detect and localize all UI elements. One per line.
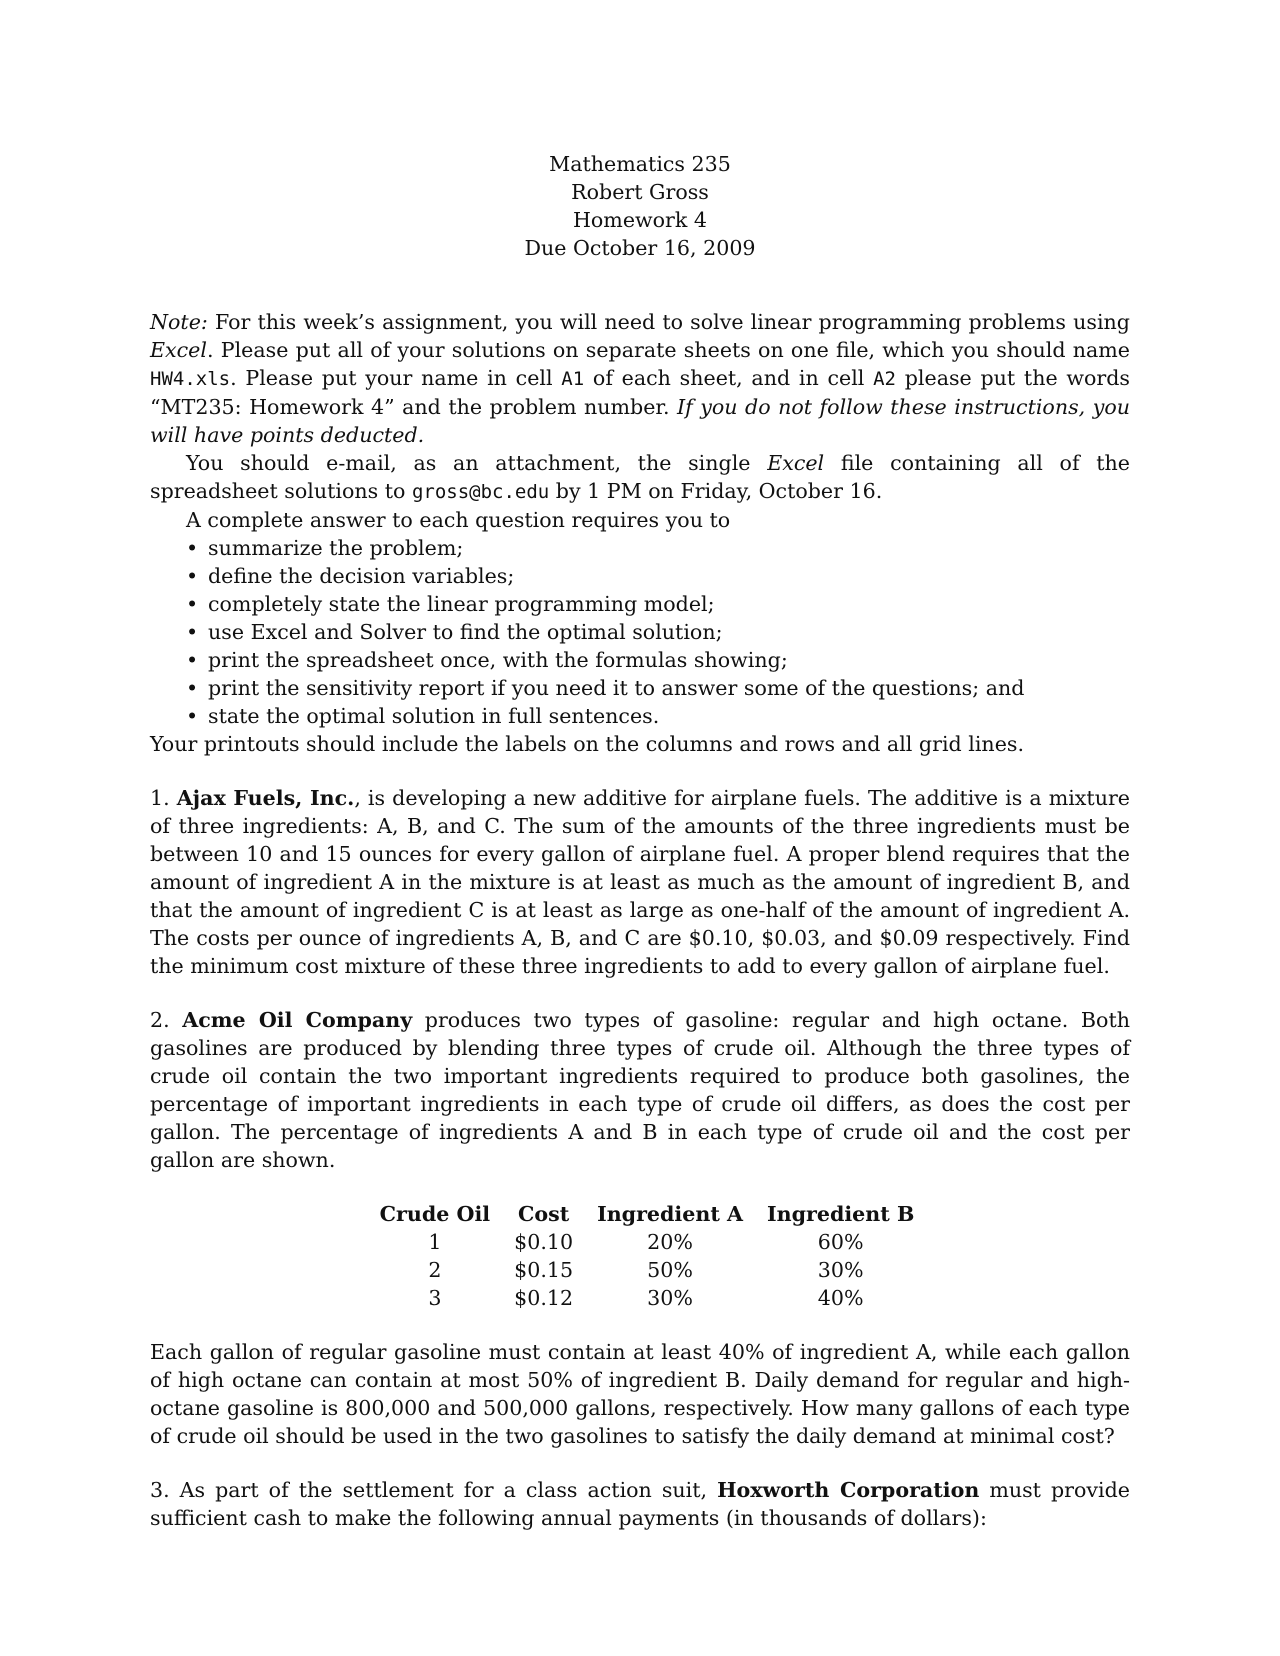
table-cell: 20% [647,1230,693,1254]
list-item [186,618,1130,646]
table-cell: 3 [428,1286,442,1310]
table-cell: 30% [647,1286,693,1310]
problem-1-body: , is developing a new additive for airplane fuels. The additive is a mixture of three ingredients: A, B, and C. The sum of the amounts of the three ingredients must be between 10 and 15 ounces for every gallon of airplane fuel. A proper blend requires that the amount of ingredient A in the mixture is at least as much as the amount of ingredient B, and that the amount of ingredient C is at least as large as one-half of the amount of ingredient A. The costs per ounce of ingredients A, B, and C are $0.10, $0.03, and $0.09 respectively. Find the minimum cost mixture of these three ingredients to add to every gallon of airplane fuel. [150,786,1130,978]
bullet-icon: • [186,536,199,560]
list-item-text: print the spreadsheet once, with the formulas showing; [208,648,788,672]
email-address: gross@bc.edu [411,481,550,503]
requirements-intro: A complete answer to each question requires you to [186,508,731,532]
table-cell: $0.12 [514,1286,574,1310]
problem-2-number: 2. [150,1008,183,1032]
email-text-2: file containing all of the spreadsheet solutions to [150,451,1130,503]
cell-a1: A1 [561,368,585,390]
list-item [186,534,1130,562]
table-cell: 60% [817,1230,864,1254]
crude-oil-table-wrap [150,1200,1130,1312]
document-header [150,150,1130,262]
table-cell: 40% [817,1286,864,1310]
email-text-3: by 1 PM on Friday, October 16. [549,479,883,503]
assignment-title: Homework 4 [572,208,708,232]
problem-3-text [150,1476,1130,1532]
cell-a2: A2 [873,368,896,390]
table-cell: $0.15 [514,1258,574,1282]
filename: HW4.xls [150,368,231,390]
note-text-3: . Please put your name in cell [230,366,562,390]
problem-2-followup: Each gallon of regular gasoline must contain at least 40% of ingredient A, while each gallon of high octane can contain at most 50% of ingredient B. Daily demand for regular and high-octane gasoline is 800,000 and 500,000 gallons, respectively. How many gallons of each type of crude oil should be used in the two gasolines to satisfy the daily demand at minimal cost? [150,1340,1130,1448]
table-cell: $0.10 [514,1230,574,1254]
column-header: Ingredient A [597,1202,743,1226]
email-paragraph [150,449,1130,506]
due-date: Due October 16, 2009 [524,236,756,260]
bullet-icon: • [186,704,199,728]
table-row [368,1284,927,1312]
problem-3 [150,1476,1130,1532]
problem-2-company: Acme Oil Company [182,1008,413,1032]
table-row [368,1228,927,1256]
list-item-text: summarize the problem; [208,536,464,560]
note-text-2: . Please put all of your solutions on separate sheets on one file, which you should name [206,338,1130,362]
email-text-1: You should e-mail, as an attachment, the single [186,451,768,475]
requirements-outro: Your printouts should include the labels on the columns and rows and all grid lines. [150,732,1024,756]
problem-2-body: produces two types of gasoline: regular and high octane. Both gasolines are produced by blending three types of crude oil. Although the three types of crude oil contain the two important ingredients required to produce both gasolines, the percentage of important ingredients in each type of crude oil differs, as does the cost per gallon. The percentage of ingredients A and B in each type of crude oil and the cost per gallon are shown. [150,1008,1130,1172]
note-warning: If you do not follow these instructions, you will have points deducted. [150,395,1130,447]
note-text-4: of each sheet, and in cell [584,366,874,390]
column-header: Cost [517,1202,570,1226]
problem-2 [150,1006,1130,1450]
list-item-text: define the decision variables; [208,564,515,588]
requirements-list [150,534,1130,730]
column-header: Ingredient B [767,1202,915,1226]
problem-1-number: 1. [150,786,177,810]
document-page [150,150,1130,1532]
list-item [186,674,1130,702]
bullet-icon: • [186,648,199,672]
list-item [186,590,1130,618]
problem-3-company: Hoxworth Corporation [717,1478,980,1502]
course-title: Mathematics 235 [549,152,731,176]
table-cell: 2 [428,1258,442,1282]
excel-term-2: Excel [767,451,825,475]
note-text-5: please put the words “MT235: Homework 4” and the problem number. [150,366,1130,419]
list-item-text: state the optimal solution in full sentences. [208,704,660,728]
list-item-text: print the sensitivity report if you need it to answer some of the questions; and [208,676,1025,700]
problem-1-company: Ajax Fuels, Inc. [176,786,355,810]
excel-term: Excel [150,338,207,362]
note-text-1: For this week’s assignment, you will need to solve linear programming problems using [207,310,1130,334]
table-cell: 50% [647,1258,693,1282]
problem-3-text-2: must provide sufficient cash to make the following annual payments (in thousands of dollars): [150,1478,1130,1530]
list-item [186,562,1130,590]
problem-1 [150,784,1130,980]
note-label: Note: [150,310,208,334]
bullet-icon: • [186,676,199,700]
bullet-icon: • [186,592,199,616]
note-paragraph [150,308,1130,449]
list-item [186,646,1130,674]
problem-3-text-1: As part of the settlement for a class action suit, [179,1478,718,1502]
crude-oil-table [368,1200,927,1312]
table-header-row [368,1200,927,1228]
list-item-text: completely state the linear programming model; [208,592,715,616]
problem-1-text [150,784,1130,980]
instructor-name: Robert Gross [571,180,709,204]
list-item [186,702,1130,730]
list-item-text: use Excel and Solver to find the optimal solution; [208,620,723,644]
problem-2-text [150,1006,1130,1174]
table-cell: 1 [428,1230,442,1254]
column-header: Crude Oil [379,1202,491,1226]
bullet-icon: • [186,620,199,644]
problem-3-number: 3. [150,1478,180,1502]
bullet-icon: • [186,564,199,588]
table-row [368,1256,927,1284]
table-cell: 30% [817,1258,864,1282]
